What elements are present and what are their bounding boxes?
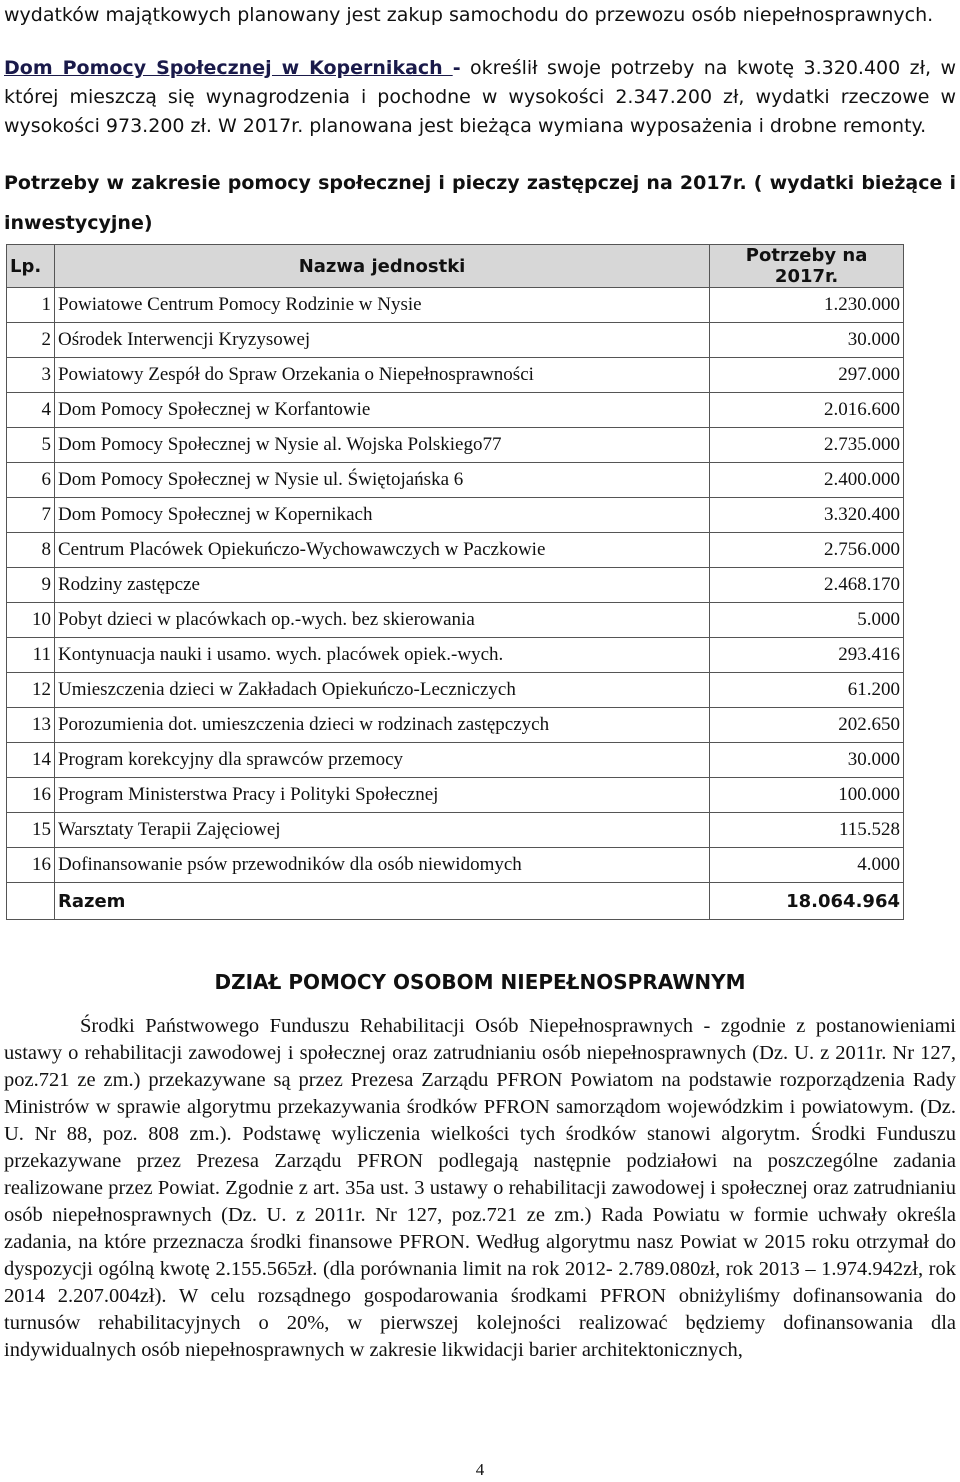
- table-row: [7, 778, 904, 813]
- row-lp: 1: [7, 288, 55, 323]
- table-row: [7, 498, 904, 533]
- row-name: Dofinansowanie psów przewodników dla osób niewidomych: [54, 848, 709, 883]
- row-value: 115.528: [710, 813, 904, 848]
- row-lp: 15: [7, 813, 55, 848]
- row-lp: 10: [7, 603, 55, 638]
- table-row: [7, 393, 904, 428]
- kopernik-paragraph: [4, 54, 956, 141]
- row-value: 2.400.000: [710, 463, 904, 498]
- row-lp: 11: [7, 638, 55, 673]
- row-value: 5.000: [710, 603, 904, 638]
- row-lp: 14: [7, 743, 55, 778]
- row-lp: 6: [7, 463, 55, 498]
- table-row: [7, 673, 904, 708]
- table-row: [7, 288, 904, 323]
- table-row: [7, 708, 904, 743]
- row-name: Centrum Placówek Opiekuńczo-Wychowawczych w Paczkowie: [54, 533, 709, 568]
- table-row: [7, 813, 904, 848]
- row-value: 2.016.600: [710, 393, 904, 428]
- row-value: 3.320.400: [710, 498, 904, 533]
- row-name: Porozumienia dot. umieszczenia dzieci w rodzinach zastępczych: [54, 708, 709, 743]
- header-value: Potrzeby na 2017r.: [710, 245, 904, 288]
- row-lp: 16: [7, 778, 55, 813]
- table-row: [7, 463, 904, 498]
- pfron-paragraph-text: Środki Państwowego Funduszu Rehabilitacji Osób Niepełnosprawnych - zgodnie z postanowieniami ustawy o rehabilitacji zawodowej i społecznej oraz zatrudnianiu osób niepełnosprawnych (Dz. U. z 2011r. Nr 127, poz.721 ze zm.) przekazywane są przez Prezesa Zarządu PFRON Powiatom na podstawie rozporządzenia Rady Ministrów w sprawie algorytmu przekazywania środków PFRON samorządom wojewódzkim i powiatowym. (Dz. U. Nr 88, poz. 808 zm.). Podstawę wyliczenia wielkości tych środków stanowi algorytm. Środki Funduszu przekazywane przez Prezesa Zarządu PFRON podlegają następnie podziałowi na poszczególne zadania realizowane przez Powiat. Zgodnie z art. 35a ust. 3 ustawy o rehabilitacji zawodowej i społecznej oraz zatrudnianiu osób niepełnosprawnych (Dz. U. z 2011r. Nr 127, poz.721 ze zm.) Rada Powiatu w formie uchwały określa zadania, na które przeznacza środki finansowe PFRON. Według algorytmu nasz Powiat w 2015 roku otrzymał do dyspozycji ogólną kwotę 2.155.565zł. (dla porównania limit na rok 2012- 2.789.080zł, rok 2013 – 1.974.942zł, rok 2014 2.207.004zł). W celu rozsądnego gospodarowania środkami PFRON obniżyliśmy dofinansowania do turnusów rehabilitacyjnych o 20%, w pierwszej kolejności realizować będziemy dofinansowania dla indywidualnych osób niepełnosprawnych w zakresie likwidacji barier architektonicznych,: [4, 1015, 956, 1361]
- row-name: Umieszczenia dzieci w Zakładach Opiekuńczo-Leczniczych: [54, 673, 709, 708]
- row-name: Kontynuacja nauki i usamo. wych. placówek opiek.-wych.: [54, 638, 709, 673]
- needs-table: [6, 244, 904, 920]
- row-value: 297.000: [710, 358, 904, 393]
- row-name: Dom Pomocy Społecznej w Kopernikach: [54, 498, 709, 533]
- table-total-row: [7, 883, 904, 920]
- row-value: 4.000: [710, 848, 904, 883]
- header-lp: Lp.: [7, 245, 55, 288]
- intro-line: wydatków majątkowych planowany jest zakup samochodu do przewozu osób niepełnosprawnych.: [4, 4, 934, 26]
- section-title: DZIAŁ POMOCY OSOBOM NIEPEŁNOSPRAWNYM: [214, 970, 746, 994]
- row-lp: 12: [7, 673, 55, 708]
- total-lp: [7, 883, 55, 920]
- row-value: 100.000: [710, 778, 904, 813]
- table-row: [7, 603, 904, 638]
- row-name: Program korekcyjny dla sprawców przemocy: [54, 743, 709, 778]
- row-lp: 2: [7, 323, 55, 358]
- row-name: Ośrodek Interwencji Kryzysowej: [54, 323, 709, 358]
- page-number: 4: [475, 1460, 485, 1479]
- row-value: 61.200: [710, 673, 904, 708]
- pfron-paragraph: [4, 1013, 956, 1364]
- table-header-row: [7, 245, 904, 288]
- row-value: 293.416: [710, 638, 904, 673]
- table-row: [7, 358, 904, 393]
- row-value: 30.000: [710, 743, 904, 778]
- row-name: Rodziny zastępcze: [54, 568, 709, 603]
- row-name: Powiatowy Zespół do Spraw Orzekania o Niepełnosprawności: [54, 358, 709, 393]
- table-row: [7, 848, 904, 883]
- row-lp: 3: [7, 358, 55, 393]
- row-name: Pobyt dzieci w placówkach op.-wych. bez skierowania: [54, 603, 709, 638]
- table-row: [7, 428, 904, 463]
- row-value: 1.230.000: [710, 288, 904, 323]
- row-name: Powiatowe Centrum Pomocy Rodzinie w Nysie: [54, 288, 709, 323]
- row-value: 2.756.000: [710, 533, 904, 568]
- row-name: Warsztaty Terapii Zajęciowej: [54, 813, 709, 848]
- row-lp: 13: [7, 708, 55, 743]
- needs-heading: Potrzeby w zakresie pomocy społecznej i pieczy zastępczej na 2017r. ( wydatki bieżące i inwestycyjne): [4, 172, 956, 234]
- kopernik-paragraph-text: określił swoje potrzeby na kwotę 3.320.400 zł, w której mieszczą się wynagrodzenia i pochodne w wysokości 2.347.200 zł, wydatki rzeczowe w wysokości 973.200 zł. W 2017r. planowana jest bieżąca wymiana wyposażenia i drobne remonty.: [4, 57, 956, 137]
- total-label: Razem: [54, 883, 709, 920]
- table-row: [7, 638, 904, 673]
- row-lp: 5: [7, 428, 55, 463]
- row-value: 202.650: [710, 708, 904, 743]
- row-name: Program Ministerstwa Pracy i Polityki Społecznej: [54, 778, 709, 813]
- row-value: 2.735.000: [710, 428, 904, 463]
- kopernik-institution-name: Dom Pomocy Społecznej w Kopernikach -: [4, 57, 461, 79]
- table-row: [7, 323, 904, 358]
- row-lp: 8: [7, 533, 55, 568]
- table-body: [7, 288, 904, 883]
- table-row: [7, 743, 904, 778]
- row-lp: 16: [7, 848, 55, 883]
- table-row: [7, 533, 904, 568]
- row-name: Dom Pomocy Społecznej w Nysie al. Wojska Polskiego77: [54, 428, 709, 463]
- total-value: 18.064.964: [710, 883, 904, 920]
- row-name: Dom Pomocy Społecznej w Nysie ul. Świętojańska 6: [54, 463, 709, 498]
- row-lp: 7: [7, 498, 55, 533]
- row-value: 2.468.170: [710, 568, 904, 603]
- row-lp: 4: [7, 393, 55, 428]
- row-name: Dom Pomocy Społecznej w Korfantowie: [54, 393, 709, 428]
- table-row: [7, 568, 904, 603]
- row-lp: 9: [7, 568, 55, 603]
- row-value: 30.000: [710, 323, 904, 358]
- header-name: Nazwa jednostki: [54, 245, 709, 288]
